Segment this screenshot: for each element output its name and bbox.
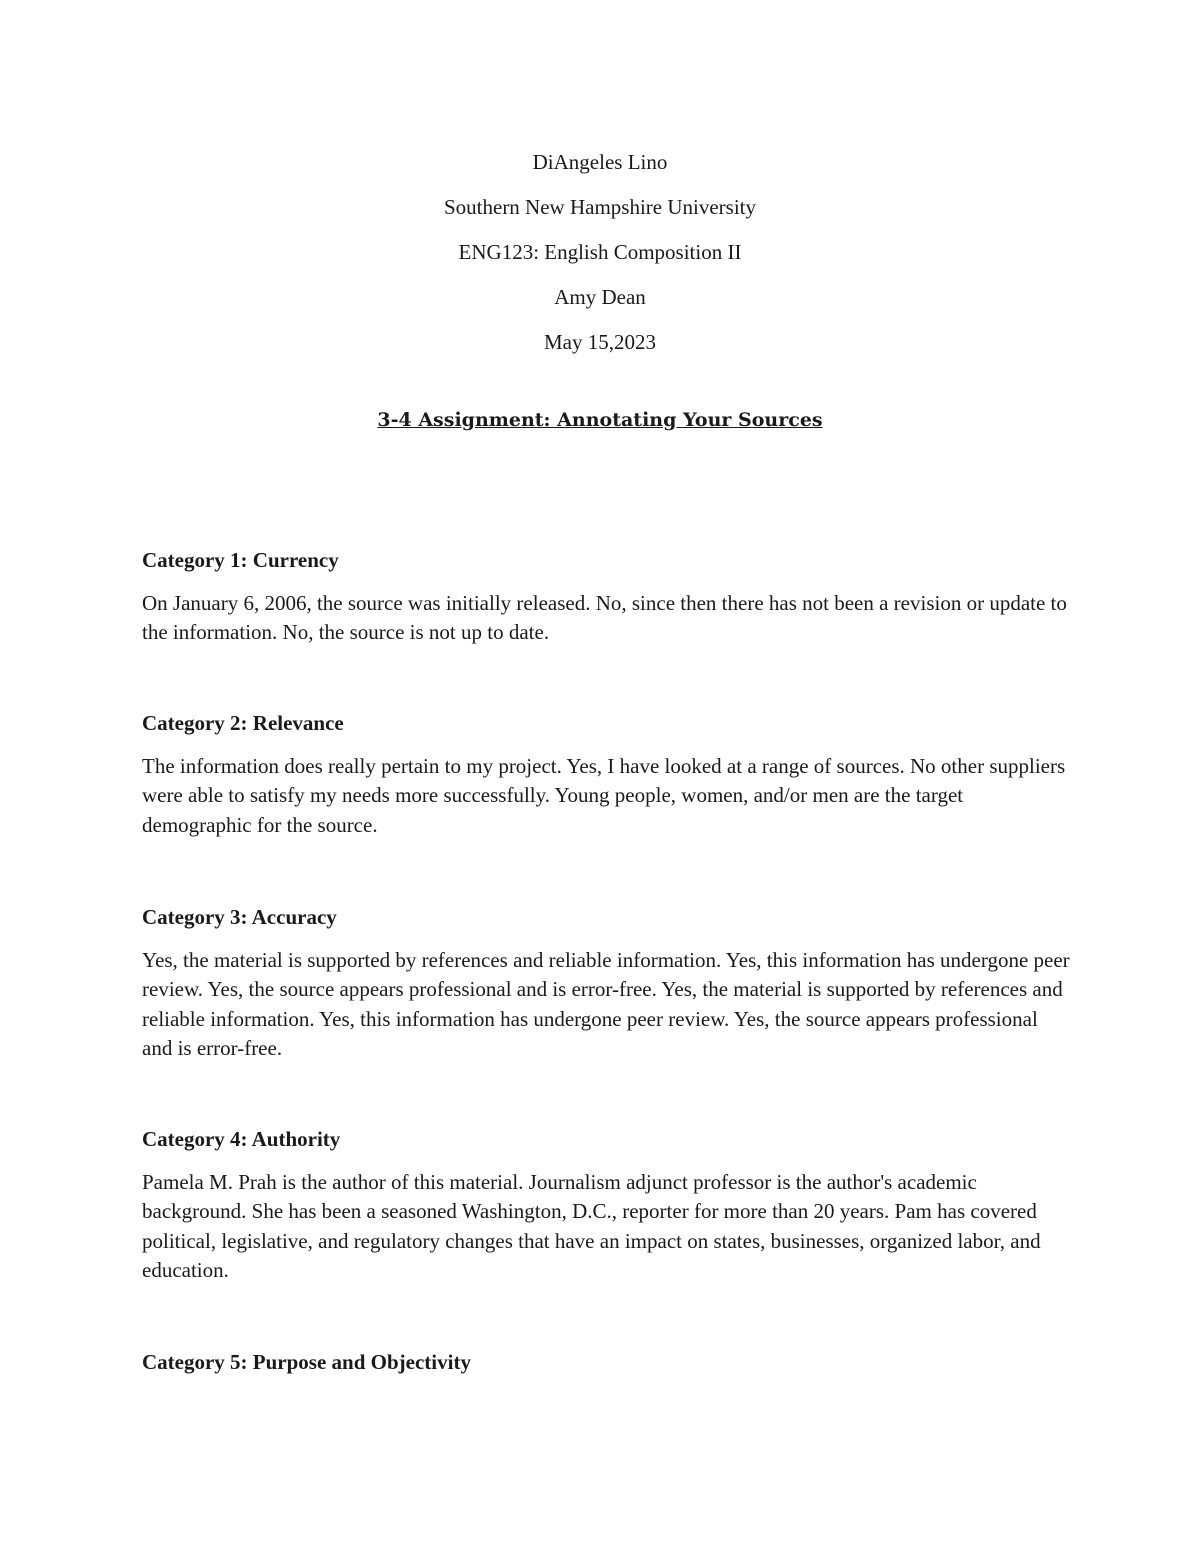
instructor-name: Amy Dean: [554, 285, 646, 309]
section-heading: Category 2: Relevance: [142, 711, 344, 735]
institution-name: Southern New Hampshire University: [443, 195, 757, 219]
section-body: On January 6, 2006, the source was initially released. No, since then there has not been a revision or update to the information. No, the source is not up to date.: [142, 591, 1067, 645]
section-body: The information does really pertain to my project. Yes, I have looked at a range of sources. No other suppliers were able to satisfy my needs more successfully. Young people, women, and/or men are the target demographic for the source.: [142, 754, 1066, 837]
assignment-title: 3-4 Assignment: Annotating Your Sources: [377, 409, 823, 431]
section-authority: [142, 1124, 1072, 1285]
section-heading: Category 3: Accuracy: [142, 905, 337, 929]
section-heading: Category 1: Currency: [142, 548, 339, 572]
section-currency: [142, 545, 1072, 648]
title-page-header: [0, 140, 1200, 365]
section-heading: Category 5: Purpose and Objectivity: [142, 1350, 471, 1374]
author-name: DiAngeles Lino: [532, 150, 668, 174]
section-heading: Category 4: Authority: [142, 1127, 341, 1151]
section-purpose-objectivity: [142, 1347, 1072, 1391]
section-accuracy: [142, 902, 1072, 1063]
submission-date: May 15,2023: [544, 330, 656, 354]
section-relevance: [142, 708, 1072, 840]
section-body: Yes, the material is supported by references and reliable information. Yes, this information has undergone peer review. Yes, the source appears professional and is error-free. Yes, the material is supported by references and reliable information. Yes, this information has undergone peer review. Yes, the source appears professional and is error-free.: [142, 948, 1070, 1060]
course-name: ENG123: English Composition II: [458, 240, 742, 264]
section-body: Pamela M. Prah is the author of this material. Journalism adjunct professor is the author's academic background. She has been a seasoned Washington, D.C., reporter for more than 20 years. Pam has covered political, legislative, and regulatory changes that have an impact on states, businesses, organized labor, and education.: [142, 1170, 1041, 1282]
